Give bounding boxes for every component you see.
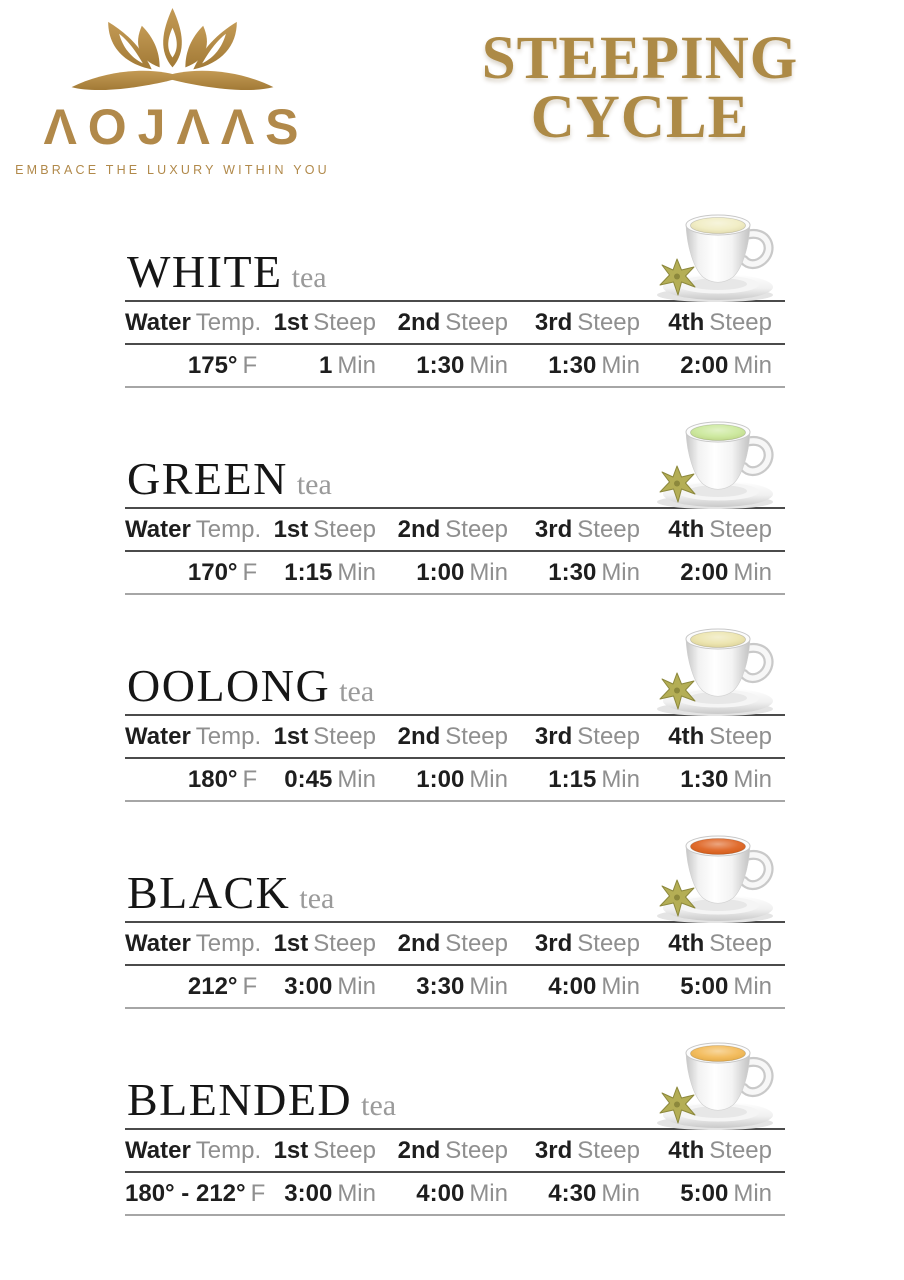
cell-2nd-steep: 4:00 Min [389, 1172, 521, 1215]
cell-4th-steep: 2:00 Min [653, 551, 785, 594]
teacup-icon [653, 1027, 785, 1131]
value-row [125, 1172, 785, 1215]
col-header-3rd-steep: 3rd Steep [521, 301, 653, 344]
cell-water-temp: 180° F [125, 758, 270, 801]
col-header-water-temp: Water Temp. [125, 1129, 270, 1172]
cell-2nd-steep: 1:00 Min [389, 758, 521, 801]
section-title [127, 1073, 396, 1126]
tea-name: GREEN [127, 453, 288, 504]
page-title-line2: CYCLE [530, 83, 750, 151]
col-header-2nd-steep: 2nd Steep [389, 922, 521, 965]
section-title [127, 866, 334, 919]
teacup-icon [653, 406, 785, 510]
tea-suffix: tea [339, 675, 375, 708]
col-header-1st-steep: 1st Steep [270, 922, 389, 965]
tea-section-white [125, 196, 785, 403]
page-title [430, 25, 850, 151]
col-header-3rd-steep: 3rd Steep [521, 1129, 653, 1172]
tea-section-green [125, 403, 785, 610]
header-row [125, 508, 785, 551]
cell-2nd-steep: 3:30 Min [389, 965, 521, 1008]
steeping-table [125, 507, 785, 595]
cell-4th-steep: 5:00 Min [653, 965, 785, 1008]
col-header-1st-steep: 1st Steep [270, 1129, 389, 1172]
cell-1st-steep: 3:00 Min [270, 965, 389, 1008]
tea-section-blended [125, 1024, 785, 1231]
cell-3rd-steep: 4:30 Min [521, 1172, 653, 1215]
tea-name: BLENDED [127, 1074, 353, 1125]
value-row [125, 344, 785, 387]
col-header-4th-steep: 4th Steep [653, 301, 785, 344]
section-title [127, 452, 332, 505]
col-header-4th-steep: 4th Steep [653, 1129, 785, 1172]
cell-3rd-steep: 1:15 Min [521, 758, 653, 801]
tea-name: BLACK [127, 867, 291, 918]
col-header-1st-steep: 1st Steep [270, 301, 389, 344]
cell-2nd-steep: 1:00 Min [389, 551, 521, 594]
cell-3rd-steep: 1:30 Min [521, 551, 653, 594]
lotus-icon [60, 6, 285, 101]
tea-suffix: tea [296, 468, 332, 501]
cell-water-temp: 170° F [125, 551, 270, 594]
cell-4th-steep: 1:30 Min [653, 758, 785, 801]
header-row [125, 1129, 785, 1172]
col-header-2nd-steep: 2nd Steep [389, 508, 521, 551]
cell-water-temp: 180° - 212° F [125, 1172, 270, 1215]
value-row [125, 758, 785, 801]
col-header-1st-steep: 1st Steep [270, 715, 389, 758]
cell-1st-steep: 1:15 Min [270, 551, 389, 594]
cell-2nd-steep: 1:30 Min [389, 344, 521, 387]
brand-tagline: EMBRACE THE LUXURY WITHIN YOU [15, 162, 330, 177]
page-title-line1: STEEPING [481, 25, 799, 92]
col-header-water-temp: Water Temp. [125, 508, 270, 551]
teacup-icon [653, 613, 785, 717]
teacup-icon [653, 199, 785, 303]
col-header-2nd-steep: 2nd Steep [389, 301, 521, 344]
tea-section-black [125, 817, 785, 1024]
tea-suffix: tea [291, 261, 327, 294]
cell-water-temp: 212° F [125, 965, 270, 1008]
brand-wordmark: ΛOJΛΛS [43, 99, 310, 155]
col-header-water-temp: Water Temp. [125, 301, 270, 344]
cell-4th-steep: 5:00 Min [653, 1172, 785, 1215]
brand-logo [15, 6, 330, 177]
col-header-water-temp: Water Temp. [125, 715, 270, 758]
tea-name: OOLONG [127, 660, 331, 711]
steeping-table [125, 300, 785, 388]
section-title [127, 245, 327, 298]
cell-water-temp: 175° F [125, 344, 270, 387]
header-row [125, 715, 785, 758]
section-title [127, 659, 374, 712]
cell-1st-steep: 3:00 Min [270, 1172, 389, 1215]
cell-1st-steep: 1 Min [270, 344, 389, 387]
cell-1st-steep: 0:45 Min [270, 758, 389, 801]
col-header-2nd-steep: 2nd Steep [389, 715, 521, 758]
steeping-table [125, 714, 785, 802]
col-header-4th-steep: 4th Steep [653, 508, 785, 551]
cell-4th-steep: 2:00 Min [653, 344, 785, 387]
col-header-4th-steep: 4th Steep [653, 922, 785, 965]
steeping-table [125, 921, 785, 1009]
steeping-guide [125, 196, 785, 1231]
tea-suffix: tea [361, 1089, 397, 1122]
tea-name: WHITE [127, 246, 283, 297]
value-row [125, 965, 785, 1008]
value-row [125, 551, 785, 594]
col-header-3rd-steep: 3rd Steep [521, 922, 653, 965]
tea-suffix: tea [299, 882, 335, 915]
col-header-water-temp: Water Temp. [125, 922, 270, 965]
col-header-1st-steep: 1st Steep [270, 508, 389, 551]
tea-section-oolong [125, 610, 785, 817]
header-row [125, 922, 785, 965]
steeping-table [125, 1128, 785, 1216]
header-row [125, 301, 785, 344]
col-header-4th-steep: 4th Steep [653, 715, 785, 758]
col-header-3rd-steep: 3rd Steep [521, 508, 653, 551]
cell-3rd-steep: 4:00 Min [521, 965, 653, 1008]
cell-3rd-steep: 1:30 Min [521, 344, 653, 387]
col-header-2nd-steep: 2nd Steep [389, 1129, 521, 1172]
col-header-3rd-steep: 3rd Steep [521, 715, 653, 758]
teacup-icon [653, 820, 785, 924]
